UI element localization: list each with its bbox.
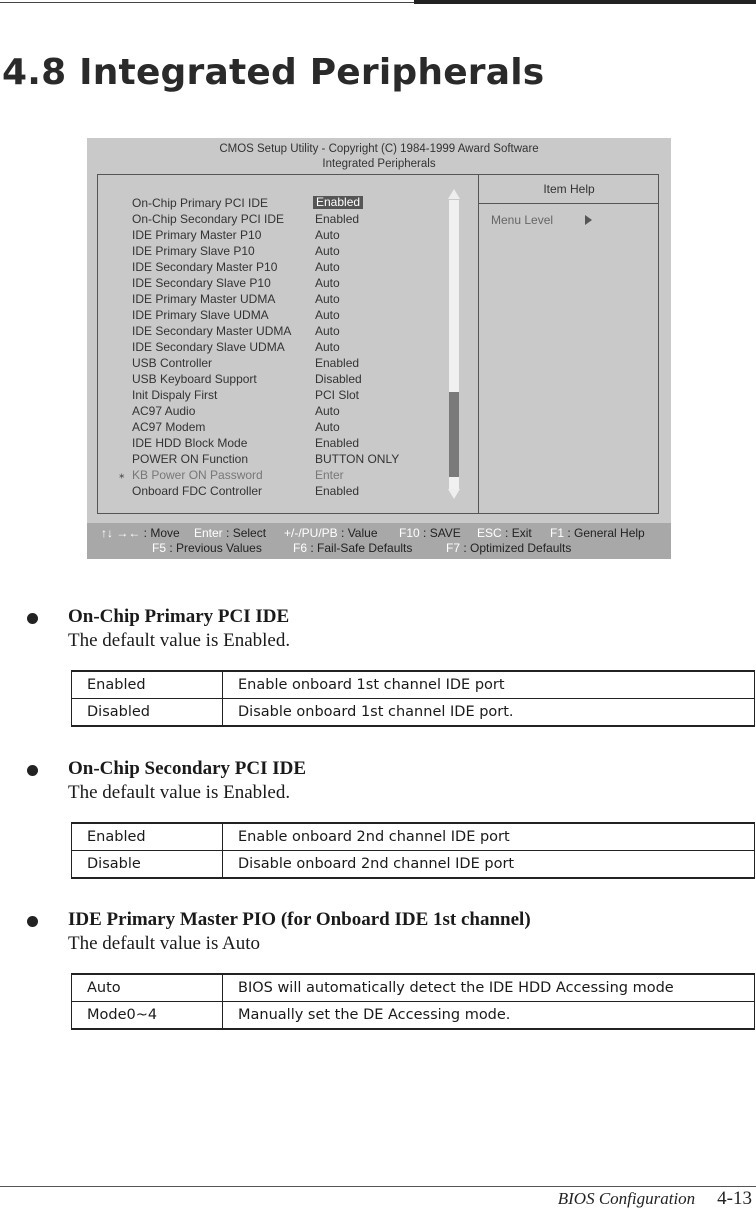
section-heading: IDE Primary Master PIO (for Onboard IDE 1st channel) [68,909,531,930]
key-desc: : Exit [501,526,532,540]
setting-row[interactable] [98,227,478,243]
key-desc: : Move [140,526,180,540]
setting-row[interactable] [98,435,478,451]
setting-value[interactable]: Auto [315,260,340,274]
option-desc: Enable onboard 2nd channel IDE port [223,823,755,851]
setting-label: AC97 Modem [132,420,206,434]
page-title: 4.8 Integrated Peripherals [2,52,545,93]
key-desc: : SAVE [419,526,461,540]
key-help [550,526,645,541]
option-value: Auto [72,974,223,1002]
section-heading: On-Chip Primary PCI IDE [68,606,290,627]
setting-label: IDE Primary Master UDMA [132,292,276,306]
key-label: F7 [446,541,461,555]
bios-keys-bar [87,523,671,559]
setting-label: On-Chip Secondary PCI IDE [132,212,285,226]
table-row [72,974,755,1002]
bottom-rule [0,1186,756,1187]
setting-value[interactable]: Auto [315,308,340,322]
bios-header [87,142,671,172]
setting-row[interactable] [98,419,478,435]
settings-scrollbar[interactable] [448,189,460,499]
option-desc: Manually set the DE Accessing mode. [223,1002,755,1030]
key-previous [152,541,262,556]
setting-value[interactable]: Auto [315,276,340,290]
key-optimized [446,541,571,556]
setting-row[interactable] [98,259,478,275]
options-table [71,973,755,1030]
setting-value[interactable]: PCI Slot [315,388,360,402]
setting-value[interactable]: Auto [315,324,340,338]
setting-row[interactable] [98,291,478,307]
key-label: F6 [293,541,308,555]
setting-row[interactable] [98,243,478,259]
section-default: The default value is Enabled. [68,782,291,803]
setting-row[interactable] [98,403,478,419]
table-row [72,1002,755,1030]
key-desc: : Previous Values [166,541,262,555]
bios-screen-title: Integrated Peripherals [322,158,436,170]
setting-value[interactable]: Auto [315,420,340,434]
setting-value[interactable]: Auto [315,228,340,242]
key-label: F5 [152,541,167,555]
setting-value: Enter [315,468,344,482]
scroll-thumb[interactable] [449,392,459,477]
setting-row[interactable] [98,195,478,211]
setting-label: IDE Secondary Slave P10 [132,276,271,290]
setting-label: IDE Primary Slave P10 [132,244,255,258]
option-value: Enabled [72,823,223,851]
setting-value[interactable]: Auto [315,404,340,418]
setting-value[interactable]: Enabled [315,356,360,370]
key-failsafe [293,541,412,556]
setting-row[interactable] [98,323,478,339]
arrow-keys-icon: ↑↓ →← [101,526,141,540]
key-desc: : Fail-Safe Defaults [307,541,413,555]
key-desc: : Value [337,526,378,540]
setting-label: IDE Primary Master P10 [132,228,262,242]
section-default: The default value is Enabled. [68,630,291,651]
option-value: Mode0~4 [72,1002,223,1030]
options-table [71,822,755,879]
settings-list [98,195,478,499]
key-desc: : Optimized Defaults [460,541,572,555]
top-rule [0,2,414,3]
bios-screenshot [87,138,671,559]
setting-label: On-Chip Primary PCI IDE [132,196,269,210]
setting-row[interactable] [98,275,478,291]
setting-label: KB Power ON Password [132,468,263,482]
setting-label: USB Keyboard Support [132,372,257,386]
bios-copyright: CMOS Setup Utility - Copyright (C) 1984-1999 Award Software [219,143,539,155]
option-desc: Enable onboard 1st channel IDE port [223,671,755,699]
footer-section-title: BIOS Configuration [557,1189,696,1208]
menu-level-label: Menu Level [491,213,554,227]
setting-label: IDE Primary Slave UDMA [132,308,269,322]
page-footer [558,1188,752,1210]
setting-value[interactable]: Auto [315,244,340,258]
scroll-up-arrow-icon[interactable] [448,189,460,199]
setting-value[interactable]: Auto [315,292,340,306]
key-select [194,526,266,541]
setting-label: IDE HDD Block Mode [132,436,248,450]
key-desc: : General Help [564,526,645,540]
page-number: 4-13 [717,1188,752,1209]
key-exit [477,526,532,541]
setting-label: POWER ON Function [132,452,249,466]
table-row [72,699,755,727]
scroll-down-arrow-icon[interactable] [448,489,460,499]
key-value [284,526,378,541]
option-desc: Disable onboard 2nd channel IDE port [223,851,755,879]
key-save [399,526,461,541]
setting-row[interactable] [98,387,478,403]
setting-label: AC97 Audio [132,404,196,418]
setting-row[interactable] [98,307,478,323]
table-row [72,671,755,699]
bullet-icon [27,765,38,776]
option-desc: Disable onboard 1st channel IDE port. [223,699,755,727]
setting-value-selected[interactable]: Enabled [313,196,363,209]
menu-level-arrow-icon [585,215,592,225]
option-value: Disable [72,851,223,879]
setting-value[interactable]: BUTTON ONLY [315,452,400,466]
section-heading: On-Chip Secondary PCI IDE [68,758,307,779]
table-row [72,823,755,851]
table-row [72,851,755,879]
setting-label: Init Dispaly First [132,388,218,402]
option-value: Enabled [72,671,223,699]
setting-row[interactable] [98,451,478,467]
bios-settings-panel [97,174,659,514]
key-desc: : Select [222,526,267,540]
setting-value[interactable]: Auto [315,340,340,354]
help-divider [478,175,479,513]
setting-row[interactable] [98,483,478,499]
option-desc: BIOS will automatically detect the IDE HDD Accessing mode [223,974,755,1002]
asterisk-icon: ⁎ [119,469,125,481]
key-move [101,526,180,541]
setting-value[interactable]: Disabled [315,372,362,386]
setting-row[interactable] [98,371,478,387]
setting-label: Onboard FDC Controller [132,484,263,498]
setting-row[interactable] [98,355,478,371]
setting-label: IDE Secondary Master P10 [132,260,278,274]
options-table [71,670,755,727]
bullet-icon [27,916,38,927]
setting-label: IDE Secondary Slave UDMA [132,340,285,354]
option-value: Disabled [72,699,223,727]
section-default: The default value is Auto [68,933,261,954]
setting-value[interactable]: Enabled [315,484,360,498]
setting-value[interactable]: Enabled [315,436,360,450]
setting-row-disabled [98,467,478,483]
key-label: ESC [477,526,502,540]
key-label: F10 [399,526,420,540]
key-label: Enter [194,526,223,540]
setting-row[interactable] [98,339,478,355]
key-label: +/-/PU/PB [284,526,338,540]
key-label: F1 [550,526,565,540]
setting-row[interactable] [98,211,478,227]
item-help-title: Item Help [479,175,659,204]
setting-label: USB Controller [132,356,213,370]
top-rule-accent [414,0,756,4]
setting-value[interactable]: Enabled [315,212,360,226]
setting-label: IDE Secondary Master UDMA [132,324,292,338]
bullet-icon [27,613,38,624]
